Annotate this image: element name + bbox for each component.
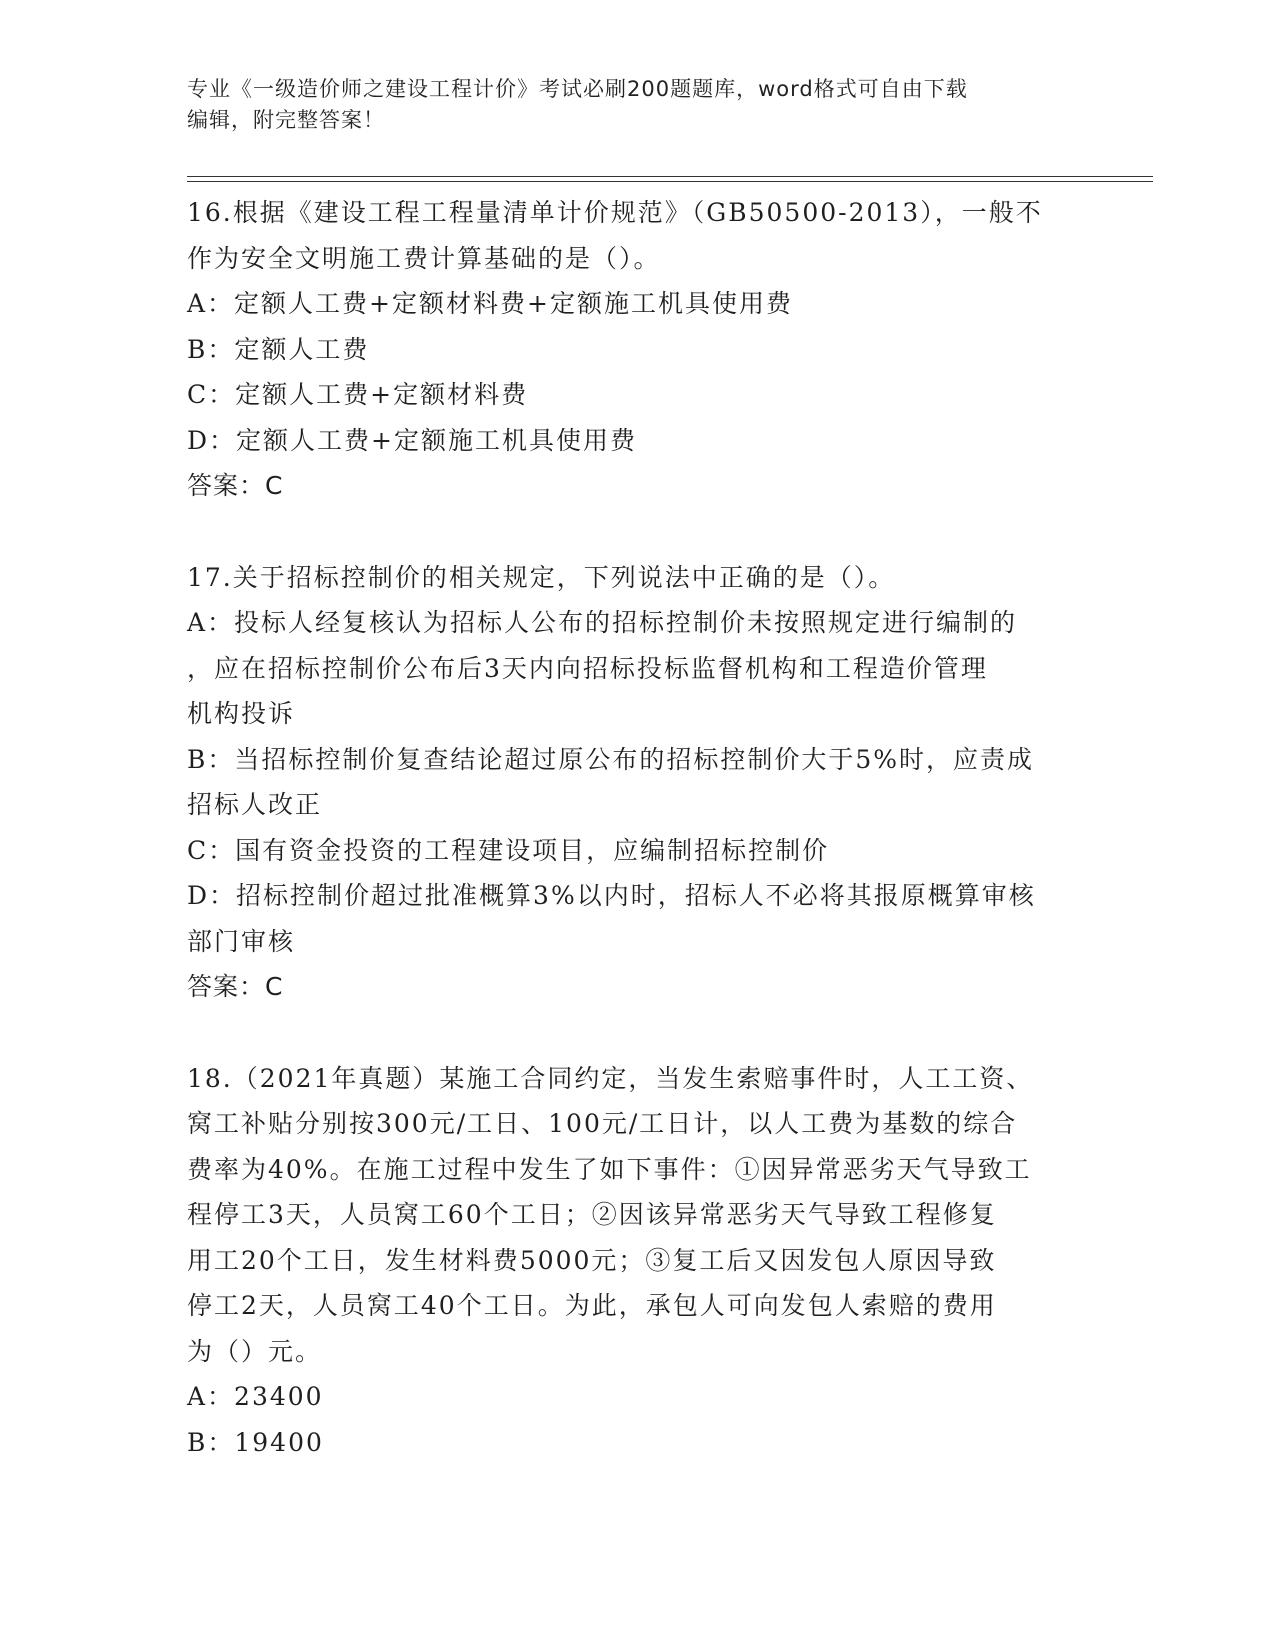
option-b: B：当招标控制价复查结论超过原公布的招标控制价大于5%时，应责成 <box>187 744 1035 774</box>
option-b: B：19400 <box>187 1427 324 1457</box>
question-stem-line: 18.（2021年真题）某施工合同约定，当发生索赔事件时，人工工资、 <box>187 1063 1034 1093</box>
question-18 <box>187 1056 1087 1466</box>
option-a: A：23400 <box>187 1382 324 1411</box>
option-b-continued: 招标人改正 <box>187 790 323 819</box>
header-line-2: 编辑，附完整答案！ <box>187 108 385 132</box>
option-d-continued: 部门审核 <box>187 926 296 956</box>
header-divider-top <box>187 176 1153 177</box>
question-stem-line: 费率为40%。在施工过程中发生了如下事件：①因异常恶劣天气导致工 <box>187 1154 1032 1184</box>
option-a: A：投标人经复核认为招标人公布的招标控制价未按照规定进行编制的 <box>187 608 1018 637</box>
option-d: D：招标控制价超过批准概算3%以内时，招标人不必将其报原概算审核 <box>187 881 1036 910</box>
question-stem-line: 为（）元。 <box>187 1336 323 1366</box>
question-stem-line: 停工2天，人员窝工40个工日。为此，承包人可向发包人索赔的费用 <box>187 1291 997 1320</box>
option-c: C：国有资金投资的工程建设项目，应编制招标控制价 <box>187 835 830 865</box>
question-17 <box>187 555 1087 1010</box>
option-b: B：定额人工费 <box>187 334 370 364</box>
question-stem-line: 窝工补贴分别按300元/工日、100元/工日计，以人工费为基数的综合 <box>187 1109 1018 1138</box>
question-stem-line: 作为安全文明施工费计算基础的是（）。 <box>187 243 661 273</box>
question-list <box>187 190 1087 1465</box>
question-16 <box>187 190 1087 509</box>
option-c: C：定额人工费+定额材料费 <box>187 380 529 409</box>
question-stem-line: 16.根据《建设工程工程量清单计价规范》（GB50500-2013），一般不 <box>187 198 1043 227</box>
header-line-1: 专业《一级造价师之建设工程计价》考试必刷200题题库，word格式可自由下载 <box>187 77 968 101</box>
option-a-continued: 机构投诉 <box>187 699 296 728</box>
document-header <box>187 74 1067 136</box>
answer-label: 答案：C <box>187 972 284 1001</box>
header-divider-bottom <box>187 181 1153 182</box>
option-d: D：定额人工费+定额施工机具使用费 <box>187 425 637 455</box>
option-a: A：定额人工费+定额材料费+定额施工机具使用费 <box>187 289 793 318</box>
question-stem-line: 17.关于招标控制价的相关规定，下列说法中正确的是（）。 <box>187 562 896 592</box>
question-stem-line: 程停工3天，人员窝工60个工日；②因该异常恶劣天气导致工程修复 <box>187 1200 997 1229</box>
question-stem-line: 用工20个工日，发生材料费5000元；③复工后又因发包人原因导致 <box>187 1245 997 1275</box>
answer-label: 答案：C <box>187 471 284 500</box>
option-a-continued: ，应在招标控制价公布后3天内向招标投标监督机构和工程造价管理 <box>187 653 988 683</box>
